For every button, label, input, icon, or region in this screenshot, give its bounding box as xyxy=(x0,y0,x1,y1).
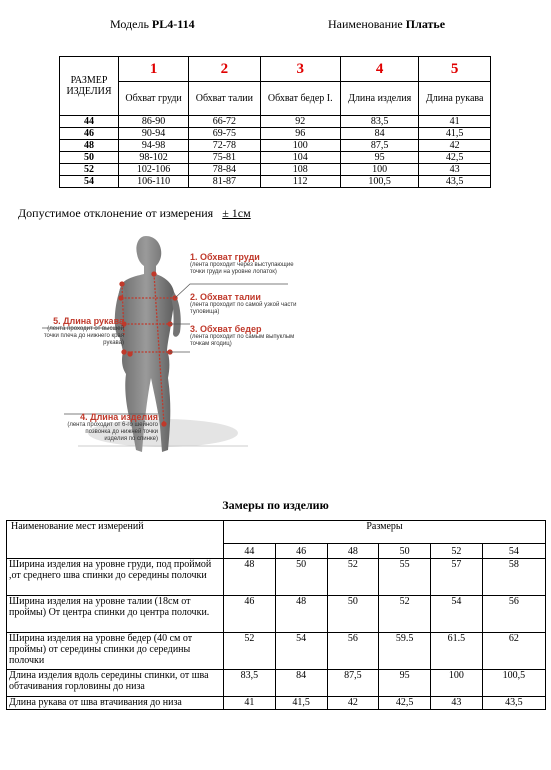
value-cell: 102-106 xyxy=(119,164,189,176)
annotation-desc: (лента проходит по самой узкой части туловища) xyxy=(190,302,297,315)
measure-name: Ширина изделия на уровне груди, под проймой ,от среднего шва спинки до середины полочки xyxy=(7,559,224,596)
size-header-cell: 52 xyxy=(431,544,483,559)
table-row xyxy=(60,140,491,152)
value-cell: 108 xyxy=(260,164,340,176)
value-cell: 59.5 xyxy=(379,633,431,670)
column-number: 1 xyxy=(119,57,189,82)
table-row xyxy=(7,697,546,710)
annotation-length xyxy=(62,412,158,443)
value-cell: 83,5 xyxy=(340,116,418,128)
value-cell: 100 xyxy=(260,140,340,152)
value-cell: 48 xyxy=(224,559,276,596)
value-cell: 95 xyxy=(379,670,431,697)
size-header-cell: 46 xyxy=(275,544,327,559)
value-cell: 41 xyxy=(224,697,276,710)
model-value: PL4-114 xyxy=(151,17,195,31)
size-header-cell: 48 xyxy=(327,544,379,559)
value-cell: 57 xyxy=(431,559,483,596)
value-cell: 58 xyxy=(482,559,545,596)
value-cell: 43,5 xyxy=(419,176,491,188)
column-number: 4 xyxy=(340,57,418,82)
annotation-title: 1. Обхват груди xyxy=(190,252,260,262)
column-header: Обхват груди xyxy=(119,82,189,116)
value-cell: 42,5 xyxy=(419,152,491,164)
measures-name-header: Наименование мест измерений xyxy=(7,521,224,559)
value-cell: 78-84 xyxy=(189,164,260,176)
value-cell: 86-90 xyxy=(119,116,189,128)
value-cell: 87,5 xyxy=(340,140,418,152)
value-cell: 83,5 xyxy=(224,670,276,697)
table-row xyxy=(7,633,546,670)
tolerance-value: ± 1см xyxy=(222,206,251,220)
measure-name: Длина рукава от шва втачивания до низа xyxy=(7,697,224,710)
value-cell: 100 xyxy=(431,670,483,697)
measure-name: Ширина изделия на уровне бедер (40 см от проймы) от середины спинки до середины полочки xyxy=(7,633,224,670)
value-cell: 54 xyxy=(431,596,483,633)
value-cell: 56 xyxy=(482,596,545,633)
value-cell: 81-87 xyxy=(189,176,260,188)
value-cell: 48 xyxy=(275,596,327,633)
value-cell: 104 xyxy=(260,152,340,164)
value-cell: 112 xyxy=(260,176,340,188)
size-table-corner: РАЗМЕР ИЗДЕЛИЯ xyxy=(60,57,119,116)
value-cell: 52 xyxy=(379,596,431,633)
measures-title: Замеры по изделию xyxy=(222,498,329,512)
value-cell: 41,5 xyxy=(275,697,327,710)
value-cell: 41 xyxy=(419,116,491,128)
size-cell: 54 xyxy=(60,176,119,188)
annotation-chest xyxy=(190,252,308,276)
table-row xyxy=(60,176,491,188)
annotation-title: 3. Обхват бедер xyxy=(190,324,262,334)
measures-table xyxy=(6,520,546,710)
name-label: Наименование xyxy=(328,17,403,31)
model-line xyxy=(110,17,195,32)
size-cell: 50 xyxy=(60,152,119,164)
value-cell: 69-75 xyxy=(189,128,260,140)
table-row xyxy=(60,116,491,128)
value-cell: 50 xyxy=(275,559,327,596)
value-cell: 42 xyxy=(419,140,491,152)
value-cell: 52 xyxy=(224,633,276,670)
annotation-desc: (лента проходит от 6-го шейного позвонка до нижней точки изделия по спинке) xyxy=(67,422,158,442)
tolerance-note xyxy=(18,206,251,221)
annotation-waist xyxy=(190,292,308,316)
value-cell: 84 xyxy=(340,128,418,140)
size-table-number-row xyxy=(60,57,491,82)
annotation-sleeve xyxy=(34,316,124,347)
value-cell: 43,5 xyxy=(482,697,545,710)
size-table xyxy=(59,56,491,188)
value-cell: 52 xyxy=(327,559,379,596)
size-table-header-row xyxy=(60,82,491,116)
annotation-title: 4. Длина изделия xyxy=(80,412,158,422)
value-cell: 50 xyxy=(327,596,379,633)
value-cell: 75-81 xyxy=(189,152,260,164)
annotation-title: 5. Длина рукава xyxy=(53,316,124,326)
value-cell: 94-98 xyxy=(119,140,189,152)
value-cell: 62 xyxy=(482,633,545,670)
name-line xyxy=(328,17,445,32)
value-cell: 43 xyxy=(431,697,483,710)
value-cell: 56 xyxy=(327,633,379,670)
column-header: Обхват бедер I. xyxy=(260,82,340,116)
value-cell: 61.5 xyxy=(431,633,483,670)
size-header-cell: 44 xyxy=(224,544,276,559)
value-cell: 98-102 xyxy=(119,152,189,164)
annotation-hips xyxy=(190,324,308,348)
value-cell: 66-72 xyxy=(189,116,260,128)
value-cell: 42 xyxy=(327,697,379,710)
value-cell: 90-94 xyxy=(119,128,189,140)
measure-name: Ширина изделия на уровне талии (18см от проймы) От центра спинки до центра полочки. xyxy=(7,596,224,633)
column-header: Длина изделия xyxy=(340,82,418,116)
value-cell: 54 xyxy=(275,633,327,670)
size-header-cell: 50 xyxy=(379,544,431,559)
value-cell: 87,5 xyxy=(327,670,379,697)
size-cell: 44 xyxy=(60,116,119,128)
size-cell: 46 xyxy=(60,128,119,140)
value-cell: 43 xyxy=(419,164,491,176)
value-cell: 100,5 xyxy=(482,670,545,697)
name-value: Платье xyxy=(405,17,446,31)
column-header: Обхват талии xyxy=(189,82,260,116)
column-number: 5 xyxy=(419,57,491,82)
measures-sizes-header: Размеры xyxy=(224,521,546,544)
measurement-figure xyxy=(18,228,308,490)
column-header: Длина рукава xyxy=(419,82,491,116)
measure-name: Длина изделия вдоль середины спинки, от шва обтачивания горловины до низа xyxy=(7,670,224,697)
value-cell: 42,5 xyxy=(379,697,431,710)
value-cell: 96 xyxy=(260,128,340,140)
column-number: 3 xyxy=(260,57,340,82)
annotation-desc: (лента проходит от высшей точки плеча до нижнего края рукава) xyxy=(43,326,124,346)
value-cell: 41,5 xyxy=(419,128,491,140)
annotation-title: 2. Обхват талии xyxy=(190,292,261,302)
value-cell: 72-78 xyxy=(189,140,260,152)
value-cell: 84 xyxy=(275,670,327,697)
document-header xyxy=(0,17,551,37)
value-cell: 46 xyxy=(224,596,276,633)
value-cell: 55 xyxy=(379,559,431,596)
size-header-cell: 54 xyxy=(482,544,545,559)
annotation-desc: (лента проходит по самым выпуклым точкам ягодиц) xyxy=(190,334,295,347)
table-row xyxy=(7,670,546,697)
column-number: 2 xyxy=(189,57,260,82)
table-row xyxy=(60,128,491,140)
value-cell: 106-110 xyxy=(119,176,189,188)
model-label: Модель xyxy=(110,17,149,31)
table-row xyxy=(7,559,546,596)
size-cell: 48 xyxy=(60,140,119,152)
measures-header-row xyxy=(7,521,546,544)
table-row xyxy=(60,164,491,176)
table-row xyxy=(7,596,546,633)
value-cell: 100 xyxy=(340,164,418,176)
value-cell: 92 xyxy=(260,116,340,128)
value-cell: 100,5 xyxy=(340,176,418,188)
annotation-desc: (лента проходит через выступающие точки груди на уровне лопаток) xyxy=(190,262,294,275)
size-cell: 52 xyxy=(60,164,119,176)
value-cell: 95 xyxy=(340,152,418,164)
tolerance-text: Допустимое отклонение от измерения xyxy=(18,206,214,220)
table-row xyxy=(60,152,491,164)
